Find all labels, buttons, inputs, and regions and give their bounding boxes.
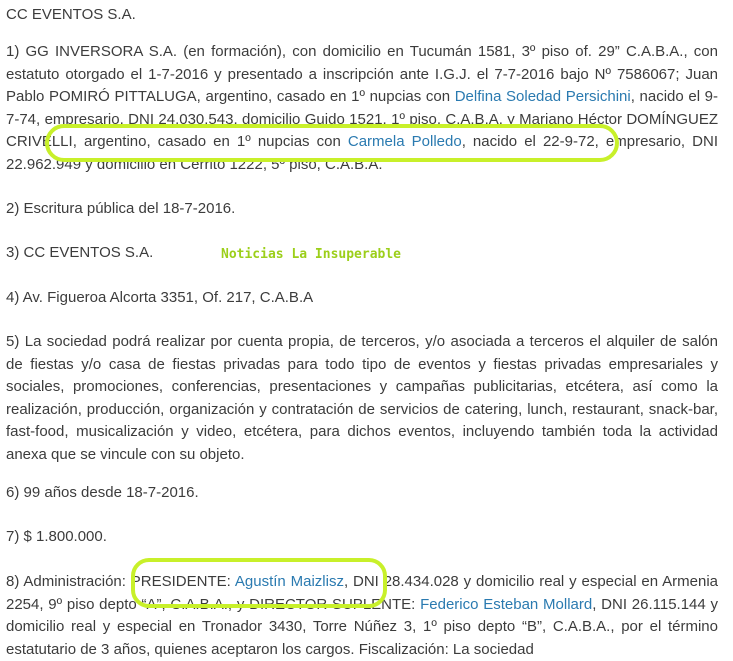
paragraph-1-text-c: , nacido el 22-9-72, empresario, DNI 22.962.949 y domicilio en Cerrito 1222, 5º piso, C.A.B.A.: [6, 133, 719, 173]
person-link-carmela[interactable]: Carmela Polledo: [347, 133, 462, 150]
paragraph-5: 5) La sociedad podrá realizar por cuenta propia, de terceros, y/o asociada a terceros el alquiler de salón de fiestas y/o casa de fiestas privadas para todo tipo de eventos y fiestas privadas empresariales y sociales, promociones, conferencias, presentaciones y campañas publicitarias, etcétera, así como la realización, producción, organización y contratación de servicios de catering, lunch, restaurant, snack-bar, fast-food, musicalización y video, etcétera, para dichos eventos, incluyendo también toda la actividad anexa que se vincule con su objeto.: [6, 333, 718, 463]
paragraph-1-text-b: , nacido el 9-7-74, empresario, DNI 24.030.543, domicilio Guido 1521, 1º piso, C.A.B.A. y Mariano Héctor DOMÍNGUEZ CRIVELLI, argentino, casado en 1º nupcias con: [6, 88, 718, 150]
paragraph-2: 2) Escritura pública del 18-7-2016.: [6, 200, 236, 217]
paragraph-8-text-b: , DNI 28.434.028 y domicilio real y especial en Armenia 2254, 9º piso depto “A”, C.A.B.A., y DIRECTOR SUPLENTE:: [6, 573, 718, 613]
person-link-agustin[interactable]: Agustín Maizlisz: [234, 573, 344, 590]
paragraph-4: 4) Av. Figueroa Alcorta 3351, Of. 217, C.A.B.A: [6, 289, 314, 306]
watermark: Noticias La Insuperable: [221, 247, 402, 262]
paragraph-7: 7) $ 1.800.000.: [6, 528, 107, 545]
highlight-oval-dominguez: [45, 124, 619, 162]
paragraph-1-text-a: 1) GG INVERSORA S.A. (en formación), con domicilio en Tucumán 1581, 3º piso of. 29” C.A.B.A., con estatuto otorgado el 1-7-2016 y presentado a inscripción ante I.G.J. el 7-7-2016 bajo Nº 7586067; Juan Pablo POMIRÓ PITTALUGA, argentino, casado en 1º nupcias con: [6, 43, 718, 105]
person-link-federico[interactable]: Federico Esteban Mollard: [420, 595, 593, 613]
paragraph-6: 6) 99 años desde 18-7-2016.: [6, 484, 199, 501]
document-title: CC EVENTOS S.A.: [6, 6, 136, 23]
paragraph-8-text-c: , DNI 26.115.144 y domicilio real y especial en Tronador 3430, Torre Núñez 3, 1º piso depto “B”, C.A.B.A., por el término estatutario de 3 años, quienes aceptaron los cargos. Fiscalización: La sociedad: [6, 595, 719, 658]
highlight-oval-presidente: [131, 558, 387, 608]
paragraph-8-text-a: 8) Administración: PRESIDENTE:: [6, 573, 235, 590]
person-link-delfina[interactable]: Delfina Soledad Persichini: [454, 88, 631, 105]
paragraph-3: 3) CC EVENTOS S.A.: [6, 244, 154, 261]
